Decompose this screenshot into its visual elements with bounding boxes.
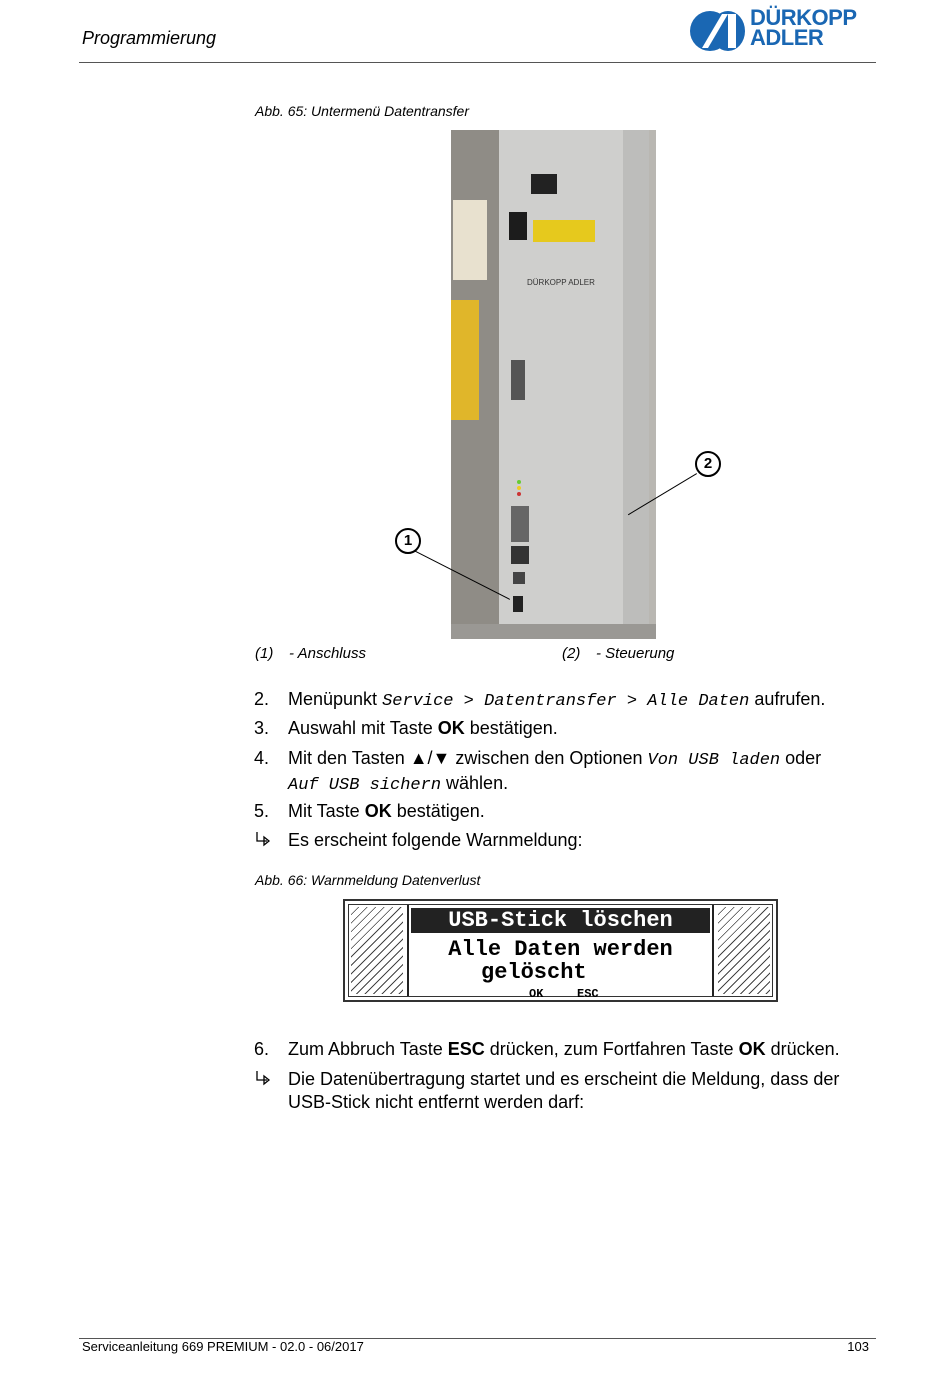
control-unit-photo <box>451 130 656 639</box>
lcd-screen <box>407 905 714 1001</box>
lcd-hatch-left <box>351 907 403 994</box>
legend-text: - Anschluss <box>289 645 366 662</box>
step-text: Auswahl mit Taste <box>288 718 438 738</box>
option-name: Auf USB sichern <box>288 776 442 795</box>
result-arrow-icon <box>254 1070 272 1088</box>
step-text: bestätigen. <box>391 801 485 821</box>
lcd-key-esc: ESC <box>577 987 599 1001</box>
step-text: bestätigen. <box>464 718 558 738</box>
figure65-caption: Abb. 65: Untermenü Datentransfer <box>255 103 470 119</box>
step-number: 5. <box>254 801 270 821</box>
lcd-key-ok: OK <box>529 987 544 1001</box>
footer-document-title: Serviceanleitung 669 PREMIUM - 02.0 - 06/2017 <box>82 1339 364 1354</box>
menu-path: Service > Datentransfer > Alle Daten <box>382 692 750 711</box>
lcd-message-line1: Alle Daten werden <box>448 937 673 962</box>
lcd-title: USB-Stick löschen <box>411 908 710 933</box>
logo-mark-icon <box>688 8 746 54</box>
step-number: 3. <box>254 718 270 738</box>
key-name: OK <box>437 718 465 738</box>
legend-item-1 <box>255 645 366 662</box>
page-number: 103 <box>847 1339 869 1354</box>
result-text: Es erscheint folgende Warnmeldung: <box>288 830 583 850</box>
step-text: drücken, zum Fortfahren Taste <box>484 1039 739 1059</box>
step-text: oder <box>780 748 822 768</box>
lcd-message-line2: gelöscht <box>481 960 587 985</box>
result-arrow-icon <box>254 831 272 849</box>
lcd-frame <box>348 904 773 1001</box>
figure66-caption: Abb. 66: Warnmeldung Datenverlust <box>255 872 481 888</box>
duerkopp-adler-logo <box>688 5 874 56</box>
legend-item-2 <box>562 645 674 662</box>
lcd-hatch-right <box>718 907 770 994</box>
step-text: drücken. <box>765 1039 840 1059</box>
legend-num: (1) <box>255 645 274 662</box>
key-name: OK <box>738 1039 766 1059</box>
legend-num: (2) <box>562 645 581 662</box>
svg-text:DÜRKOPP ADLER: DÜRKOPP ADLER <box>527 278 595 287</box>
control-unit-illustration <box>451 130 656 639</box>
step-text: Menüpunkt <box>288 689 383 709</box>
step-text: Mit den Tasten ▲/▼ zwischen den Optionen <box>288 748 648 768</box>
brand-line2: ADLER <box>750 25 824 50</box>
callout-number-2: 2 <box>695 451 721 477</box>
lcd-warning-display <box>343 899 778 1002</box>
step-number: 4. <box>254 748 270 768</box>
option-name: Von USB laden <box>647 751 781 770</box>
step-number: 2. <box>254 689 270 709</box>
page-section-title: Programmierung <box>82 28 217 48</box>
result-text: USB-Stick nicht entfernt werden darf: <box>288 1092 585 1112</box>
step-text: Zum Abbruch Taste <box>288 1039 448 1059</box>
header-rule <box>79 62 876 63</box>
step-number: 6. <box>254 1039 270 1059</box>
result-text: Die Datenübertragung startet und es erscheint die Meldung, dass der <box>288 1069 840 1089</box>
step-text: aufrufen. <box>749 689 826 709</box>
step-text: wählen. <box>441 773 509 793</box>
key-name: OK <box>364 801 392 821</box>
step-text: Mit Taste <box>288 801 365 821</box>
brand-line1: DÜRKOPP <box>750 5 857 30</box>
key-name: ESC <box>447 1039 485 1059</box>
legend-text: - Steuerung <box>596 645 675 662</box>
callout-number-1: 1 <box>395 528 421 554</box>
